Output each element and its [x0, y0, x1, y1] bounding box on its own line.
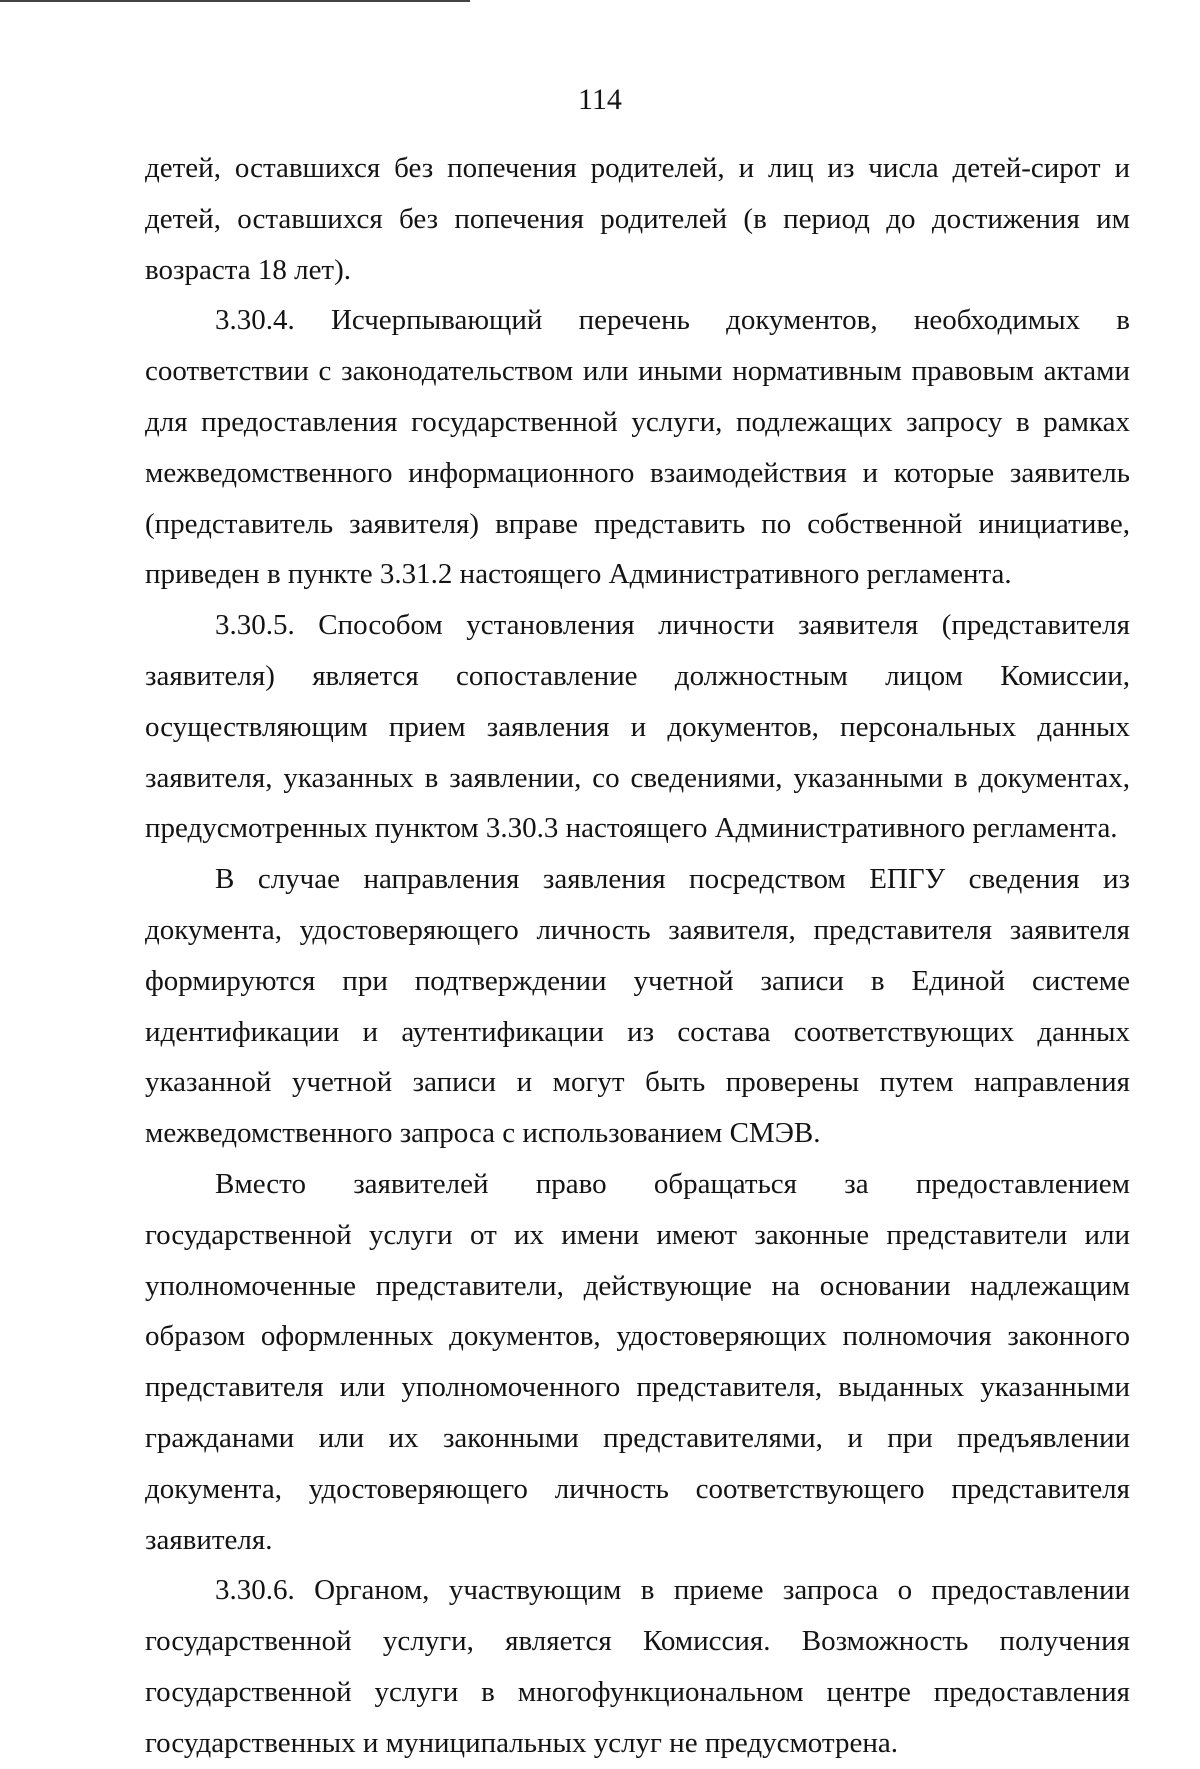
paragraph-continuation: детей, оставшихся без попечения родителей, и лиц из числа детей-сирот и детей, оставшихся без попечения родителей (в период до достижения им возраста 18 лет).	[145, 152, 1130, 286]
paragraph-3-30-6: 3.30.6. Органом, участвующим в приеме запроса о предоставлении государственной услуги, является Комиссия. Возможность получения государственной услуги в многофункциональном центре предоставления государственных и муниципальных услуг не предусмотрена.	[145, 1574, 1130, 1759]
document-body	[145, 143, 1130, 1769]
paragraph-representatives: Вместо заявителей право обращаться за предоставлением государственной услуги от их имени имеют законные представители или уполномоченные представители, действующие на основании надлежащим образом оформленных документов, удостоверяющих полномочия законного представителя или уполномоченного представителя, выданных указанными гражданами или их законными представителями, и при предъявлении документа, удостоверяющего личность соответствующего представителя заявителя.	[145, 1167, 1130, 1556]
scan-edge-line	[0, 0, 470, 2]
paragraph-3-30-5: 3.30.5. Способом установления личности заявителя (представителя заявителя) является сопоставление должностным лицом Комиссии, осуществляющим прием заявления и документов, персональных данных заявителя, указанных в заявлении, со сведениями, указанными в документах, предусмотренных пунктом 3.30.3 настоящего Административного регламента.	[145, 609, 1130, 845]
page-number: 114	[578, 83, 622, 116]
paragraph-epgu-identification: В случае направления заявления посредством ЕПГУ сведения из документа, удостоверяющего личность заявителя, представителя заявителя формируются при подтверждении учетной записи в Единой системе идентификации и аутентификации из состава соответствующих данных указанной учетной записи и могут быть проверены путем направления межведомственного запроса с использованием СМЭВ.	[145, 863, 1130, 1150]
paragraph-3-30-4: 3.30.4. Исчерпывающий перечень документов, необходимых в соответствии с законодательством или иными нормативным правовым актами для предоставления государственной услуги, подлежащих запросу в рамках межведомственного информационного взаимодействия и которые заявитель (представитель заявителя) вправе представить по собственной инициативе, приведен в пункте 3.31.2 настоящего Административного регламента.	[145, 304, 1130, 591]
